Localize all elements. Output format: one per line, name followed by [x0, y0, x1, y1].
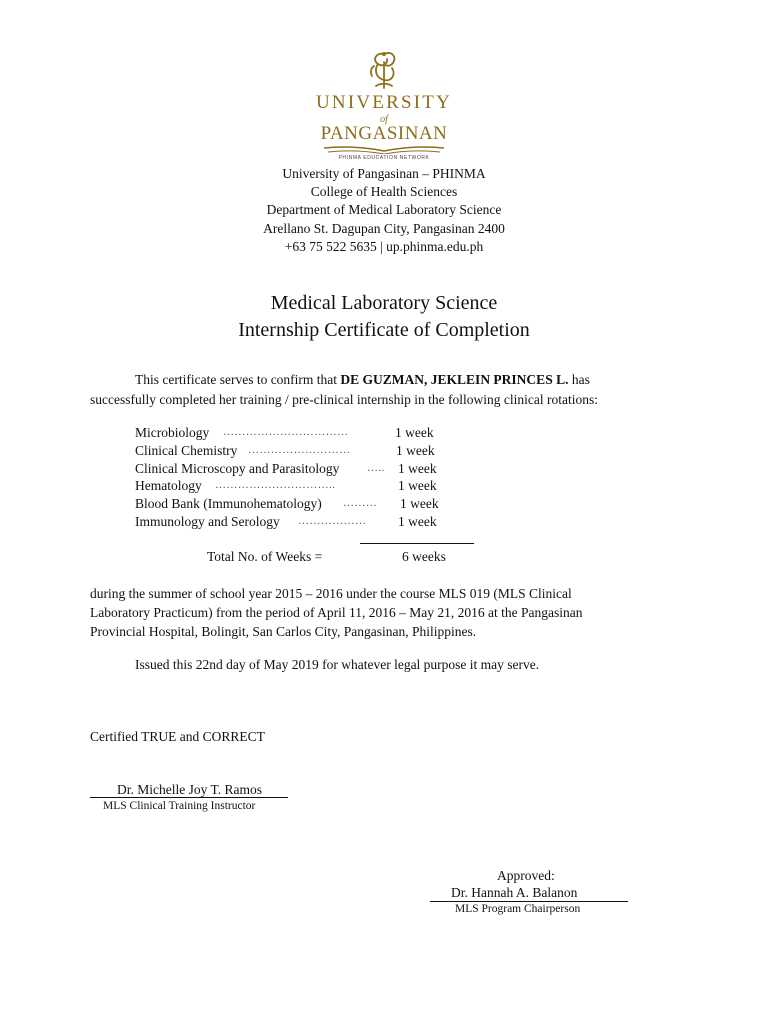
rotation-row	[135, 477, 535, 495]
rotation-duration: 1 week	[395, 425, 434, 440]
rotation-name: Blood Bank (Immunohematology)	[135, 496, 322, 512]
logo-network-text: PHINMA EDUCATION NETWORK	[338, 155, 430, 161]
rotation-name: Hematology	[135, 478, 202, 494]
university-logo	[300, 48, 468, 166]
intro-line-1	[90, 370, 690, 390]
issued-statement: Issued this 22nd day of May 2019 for whatever legal purpose it may serve.	[135, 657, 540, 672]
university-emblem-icon	[362, 48, 406, 94]
rotation-duration: 1 week	[398, 478, 437, 494]
rotation-name: Clinical Chemistry	[135, 442, 238, 458]
period-line-2: Laboratory Practicum) from the period of April 11, 2016 – May 21, 2016 at the Pangasinan	[90, 605, 583, 620]
header-line-address: Arellano St. Dagupan City, Pangasinan 2400	[263, 220, 505, 236]
rotation-duration: 1 week	[396, 442, 435, 458]
header-line-contact: +63 75 522 5635 | up.phinma.edu.ph	[284, 238, 484, 254]
rotation-row	[135, 460, 535, 478]
logo-of-text: of	[380, 114, 388, 125]
rotation-leader-dots: ………	[343, 497, 378, 510]
rotation-duration: 1 week	[400, 496, 439, 512]
rotation-row	[135, 442, 535, 460]
rotation-leader-dots: ………………………	[248, 443, 351, 456]
institution-header	[0, 165, 768, 256]
rotation-name: Microbiology	[135, 425, 210, 440]
intro-paragraph	[90, 370, 690, 410]
total-weeks-label: Total No. of Weeks =	[207, 549, 323, 564]
intern-name: DE GUZMAN, JEKLEIN PRINCES L.	[340, 372, 569, 387]
rotation-duration: 1 week	[398, 460, 437, 476]
intro-line-2: successfully completed her training / pre-clinical internship in the following clinical rotations:	[90, 392, 598, 407]
rotation-leader-dots: ………………	[298, 514, 367, 527]
open-book-icon	[322, 146, 446, 154]
title-line-2: Internship Certificate of Completion	[238, 319, 530, 341]
signatory-1-name: Dr. Michelle Joy T. Ramos	[117, 782, 262, 797]
header-line-institution: University of Pangasinan – PHINMA	[282, 166, 486, 181]
title-line-1: Medical Laboratory Science	[270, 292, 498, 314]
period-line-3: Provincial Hospital, Bolingit, San Carlos City, Pangasinan, Philippines.	[90, 624, 477, 639]
approved-label: Approved:	[497, 868, 555, 883]
total-weeks-value: 6 weeks	[402, 549, 446, 564]
intro-text-2: has	[568, 372, 590, 387]
rotations-list	[135, 424, 535, 531]
certified-statement: Certified TRUE and CORRECT	[90, 729, 265, 744]
signatory-2-title: MLS Program Chairperson	[455, 903, 581, 915]
rotation-row	[135, 495, 535, 513]
signatory-1-line	[90, 797, 288, 798]
logo-pangasinan-text: PANGASINAN	[320, 123, 448, 144]
rotation-name: Clinical Microscopy and Parasitology	[135, 460, 340, 476]
header-line-department: Department of Medical Laboratory Science	[266, 202, 502, 218]
certificate-title	[0, 290, 768, 344]
header-line-college: College of Health Sciences	[310, 184, 458, 200]
rotation-row	[135, 424, 535, 442]
logo-university-text: UNIVERSITY	[316, 92, 452, 113]
signatory-2-name: Dr. Hannah A. Balanon	[451, 885, 578, 900]
period-paragraph	[90, 584, 650, 641]
total-underline	[360, 543, 474, 544]
rotation-row	[135, 513, 535, 531]
signatory-1-title: MLS Clinical Training Instructor	[103, 800, 256, 812]
rotation-leader-dots: …………………………..	[215, 479, 336, 492]
intro-text-1: This certificate serves to confirm that	[135, 372, 341, 387]
period-line-1: during the summer of school year 2015 – 2016 under the course MLS 019 (MLS Clinical	[90, 586, 572, 601]
rotation-leader-dots: …..	[367, 461, 385, 474]
rotation-duration: 1 week	[398, 513, 437, 529]
rotation-leader-dots: ……………………………	[223, 426, 349, 438]
rotation-name: Immunology and Serology	[135, 513, 280, 529]
